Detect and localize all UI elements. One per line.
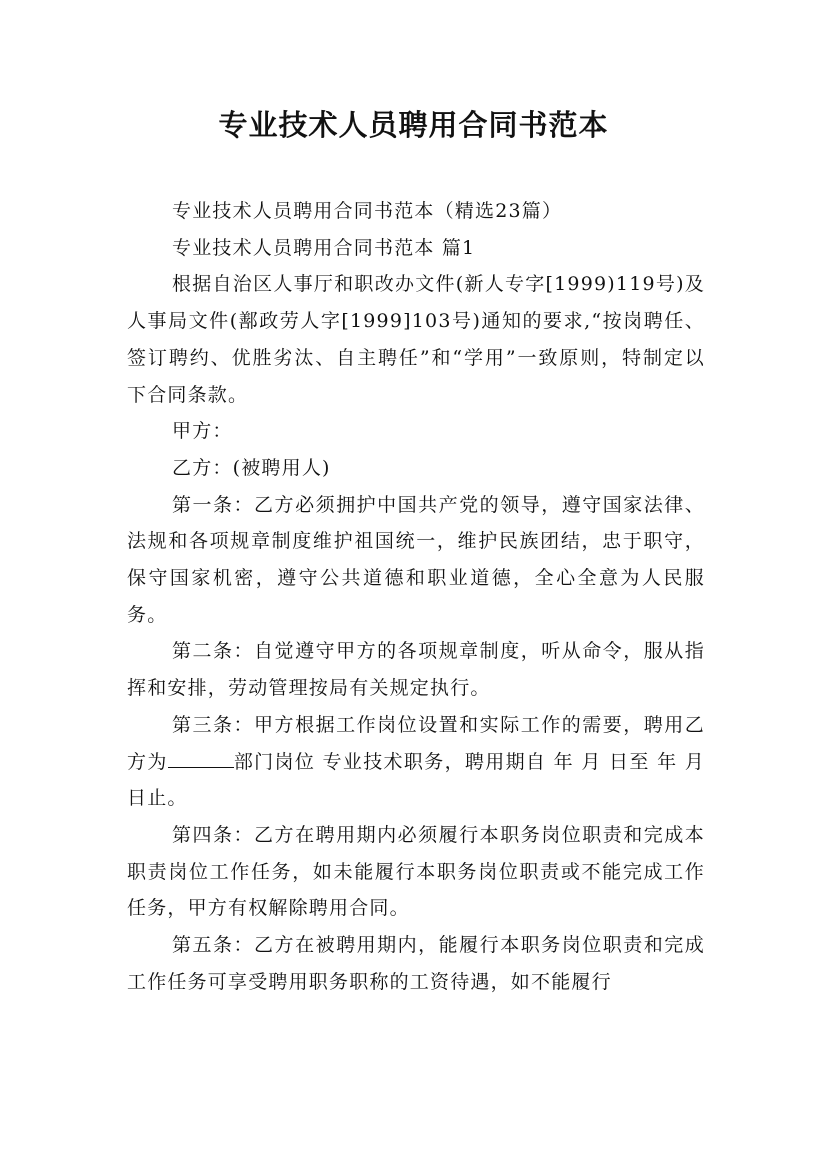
fill-in-blank	[168, 749, 234, 768]
article-5: 第五条：乙方在被聘用期内，能履行本职务岗位职责和完成工作任务可享受聘用职务职称的工资待遇，如不能履行	[127, 934, 705, 993]
party-b-line: 乙方：(被聘用人)	[172, 456, 331, 479]
article-3	[127, 707, 705, 817]
article-1: 第一条：乙方必须拥护中国共产党的领导，遵守国家法律、法规和各项规章制度维护祖国统一，维护民族团结，忠于职守，保守国家机密，遵守公共道德和职业道德，全心全意为人民服务。	[127, 493, 705, 626]
intro-paragraph: 根据自治区人事厅和职改办文件(新人专字[1999)119号)及人事局文件(鄯政劳人字[1999]103号)通知的要求,“按岗聘任、签订聘约、优胜劣汰、自主聘任”和“学用”一致原则，特制定以下合同条款。	[127, 273, 705, 406]
article-3-text-after: 部门岗位 专业技术职务，聘用期自 年 月 日至 年 月 日止。	[127, 750, 706, 810]
document-body	[127, 193, 705, 1000]
article-3-text-before: 第三条：甲方根据工作岗位设置和实际工作的需要，聘用乙方为	[127, 713, 705, 773]
subtitle-paragraph: 专业技术人员聘用合同书范本（精选23篇）	[172, 200, 563, 222]
party-a-line: 甲方：	[172, 420, 233, 443]
article-4: 第四条：乙方在聘用期内必须履行本职务岗位职责和完成本职责岗位工作任务，如未能履行本职务岗位职责或不能完成工作任务，甲方有权解除聘用合同。	[127, 823, 705, 920]
section-heading: 专业技术人员聘用合同书范本 篇1	[172, 236, 476, 259]
article-2: 第二条：自觉遵守甲方的各项规章制度，听从命令，服从指挥和安排，劳动管理按局有关规定执行。	[127, 640, 705, 700]
document-title: 专业技术人员聘用合同书范本	[218, 108, 609, 142]
